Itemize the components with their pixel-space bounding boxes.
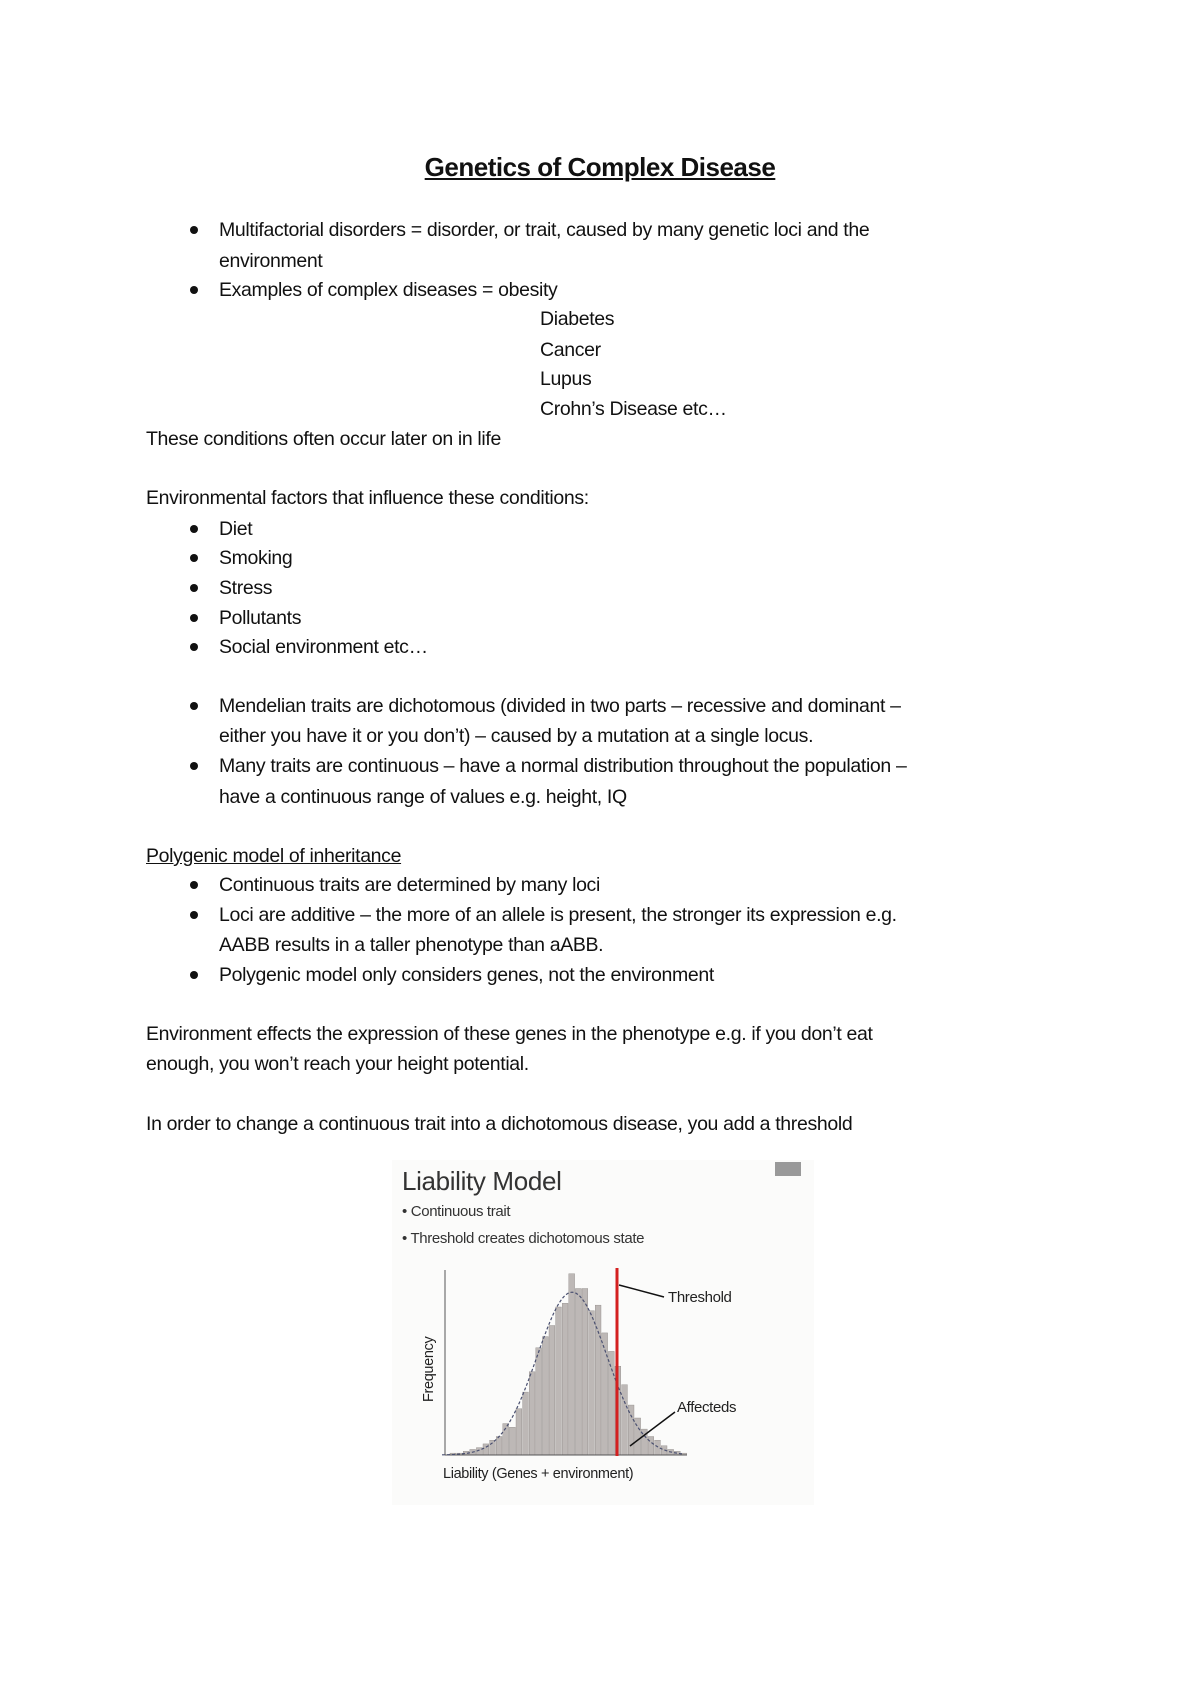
env-item: Stress [219,577,273,599]
slide-icon [775,1162,801,1176]
page-title: Genetics of Complex Disease [424,152,776,182]
polygenic-item: Polygenic model only considers genes, not the environment [219,964,714,986]
histogram-bar [549,1326,555,1456]
y-axis-label: Frequency [421,1336,437,1402]
env-item: Social environment etc… [219,636,428,658]
bullet-multifactorial: Multifactorial disorders = disorder, or trait, caused by many genetic loci and the [219,219,870,241]
figure-bullet: • Threshold creates dichotomous state [402,1230,645,1247]
later-in-life-text: These conditions often occur later on in life [146,428,501,450]
bullet-multifactorial-cont: environment [219,250,323,272]
histogram-bar [575,1289,581,1456]
histogram-bar [523,1392,529,1455]
example-diabetes: Diabetes [540,308,615,330]
environment-paragraph: Environment effects the expression of these genes in the phenotype e.g. if you don’t eat [146,1023,873,1045]
bullet-examples: Examples of complex diseases = obesity [219,279,558,301]
figure-title: Liability Model [402,1166,562,1196]
histogram-bar [562,1303,568,1455]
bullet-mendelian: Mendelian traits are dichotomous (divided in two parts – recessive and dominant – [219,695,901,717]
env-item: Diet [219,518,253,540]
polygenic-item: Loci are additive – the more of an allele is present, the stronger its expression e.g. [219,904,897,926]
histogram-bar [648,1437,654,1456]
threshold-label: Threshold [668,1289,732,1306]
polygenic-item-cont: AABB results in a taller phenotype than aABB. [219,934,604,956]
polygenic-heading: Polygenic model of inheritance [146,845,402,867]
env-item: Smoking [219,547,293,569]
histogram-bar [582,1289,588,1456]
histogram-bar [536,1348,542,1455]
histogram-bar [655,1440,661,1455]
environment-paragraph-cont: enough, you won’t reach your height potential. [146,1053,529,1075]
histogram-bar [529,1372,535,1455]
histogram-bar [509,1427,515,1455]
bullet-continuous-cont: have a continuous range of values e.g. height, IQ [219,786,627,808]
histogram-bar [490,1440,496,1455]
liability-model-figure [392,1160,814,1505]
histogram-bar [542,1337,548,1455]
example-cancer: Cancer [540,339,601,361]
threshold-paragraph: In order to change a continuous trait into a dichotomous disease, you add a threshold [146,1113,853,1135]
figure-bullet: • Continuous trait [402,1203,511,1220]
affecteds-label: Affecteds [677,1399,737,1416]
histogram-bar [569,1274,575,1455]
bullet-continuous: Many traits are continuous – have a normal distribution throughout the population – [219,755,907,777]
histogram-bar [608,1351,614,1455]
histogram-bar [496,1437,502,1456]
histogram-bar [516,1409,522,1455]
env-item: Pollutants [219,607,302,629]
polygenic-item: Continuous traits are determined by many loci [219,874,600,896]
example-crohns: Crohn’s Disease etc… [540,398,727,420]
histogram-bar [622,1385,628,1455]
threshold-pointer [619,1285,664,1297]
histogram-bar [556,1307,562,1455]
histogram-bar [589,1311,595,1455]
x-axis-label: Liability (Genes + environment) [443,1466,634,1482]
env-factors-heading: Environmental factors that influence these conditions: [146,487,589,509]
example-lupus: Lupus [540,368,592,390]
bullet-mendelian-cont: either you have it or you don’t) – caused by a mutation at a single locus. [219,725,814,747]
